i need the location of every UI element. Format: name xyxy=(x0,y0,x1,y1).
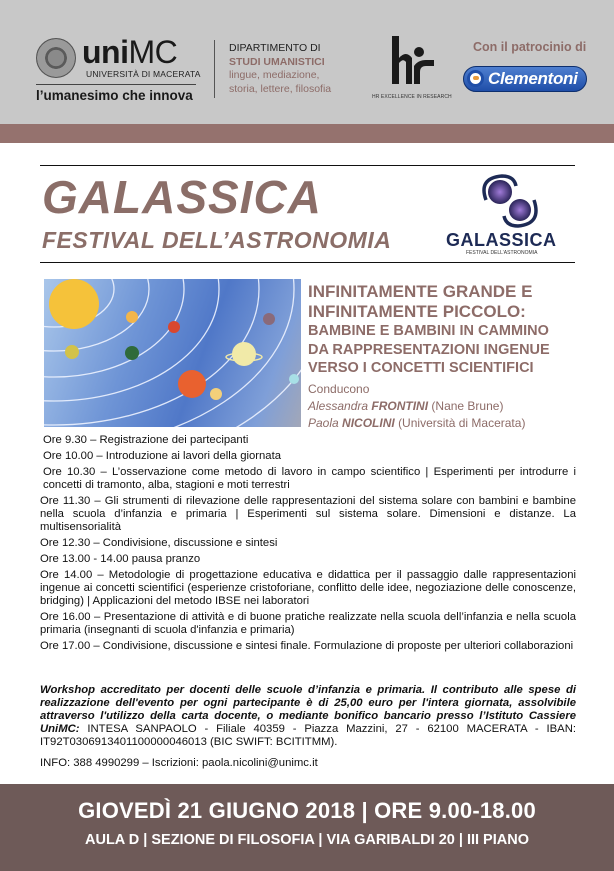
clementoni-logo xyxy=(463,66,587,92)
conducono-label: Conducono xyxy=(308,382,370,396)
vertical-divider xyxy=(214,40,215,98)
program-item: Ore 9.30 – Registrazione dei partecipanti xyxy=(43,434,249,446)
event-location: AULA D | SEZIONE DI FILOSOFIA | VIA GARIBALDI 20 | III PIANO xyxy=(85,832,529,848)
department-line-4: storia, lettere, filosofia xyxy=(229,82,332,95)
program-item: Ore 16.00 – Presentazione di attività e di buone pratiche realizzate nella scuola dell’infanzia e nella scuola primaria (insegnanti di scuola d'infanzia e primaria) xyxy=(40,611,576,636)
notice-bank-details: INTESA SANPAOLO - Filiale 40359 - Piazza Mazzini, 27 - 62100 MACERATA - IBAN: IT92T0306913401100000046013 (BIC SWIFT: BCITITMM). xyxy=(40,723,576,748)
notice-italic: Workshop accreditato per docenti delle scuole d’infanzia e primaria. Il contributo alle spese di realizzazione dell'evento per ogni partecipante è di 25,00 euro per l'intera giornata, assolvibile attraverso l'utilizzo della carta docente, o mediante bonifico bancario presso l’Istituto Cassiere UniMC: xyxy=(40,684,576,735)
program-item: Ore 10.00 – Introduzione ai lavori della giornata xyxy=(43,450,282,462)
galassica-logo-text: GALASSICA xyxy=(446,230,557,250)
event-title: GALASSICA xyxy=(42,171,322,223)
program-list xyxy=(40,434,576,656)
program-item: Ore 14.00 – Metodologie di progettazione educativa e didattica per il passaggio dalle rappresentazioni ingenue ai concetti scientifici (esperienze cristoforiane, conflitto delle idee, negoziazione delle conoscenze, bridging) | Applicazioni del metodo IBSE nei laboratori xyxy=(40,569,576,607)
department-line-3: lingue, mediazione, xyxy=(229,69,320,81)
patronage-label: Con il patrocinio di xyxy=(473,40,587,54)
department-block xyxy=(229,42,331,96)
unimc-wordmark: uniMC xyxy=(82,34,178,70)
workshop-title-line-2: INFINITAMENTE PICCOLO: xyxy=(308,302,526,321)
program-item: Ore 10.30 – L’osservazione come metodo di lavoro in campo scientifico | Esperimenti per introdurre i concetti di tramonto, alba, stagioni e moti terrestri xyxy=(43,466,576,491)
university-name: UNIVERSITÀ DI MACERATA xyxy=(86,69,201,79)
accreditation-notice xyxy=(40,684,576,749)
hr-excellence-icon xyxy=(388,36,438,86)
workshop-subtitle-line-2: DA RAPPRESENTAZIONI INGENUE xyxy=(308,341,550,358)
contact-info: INFO: 388 4990299 – Iscrizioni: paola.nicolini@unimc.it xyxy=(40,757,318,769)
clementoni-emblem-icon xyxy=(467,70,484,87)
hr-caption: HR EXCELLENCE IN RESEARCH xyxy=(372,94,452,100)
event-date-time: GIOVEDÌ 21 GIUGNO 2018 | ORE 9.00-18.00 xyxy=(78,798,536,823)
leaders-block xyxy=(308,381,525,432)
footer-bar xyxy=(0,784,614,871)
workshop-subtitle-line-3: VERSO I CONCETTI SCIENTIFICI xyxy=(308,360,534,376)
bottom-rule xyxy=(40,262,575,263)
university-seal-icon xyxy=(36,38,76,78)
solar-system-illustration xyxy=(44,279,301,427)
solar-system-photo xyxy=(44,279,301,427)
program-item: Ore 11.30 – Gli strumenti di rilevazione delle rappresentazioni del sistema solare con bambini e bambine nella scuola d’infanzia e primaria | Esperimenti sul sistema solare. Dimensioni e distanze. La multisensorialità xyxy=(40,495,576,533)
leader-1: Alessandra FRONTINI (Nane Brune) xyxy=(308,399,504,413)
workshop-title-line-1: INFINITAMENTE GRANDE E xyxy=(308,282,533,301)
header-bar xyxy=(0,0,614,124)
university-tagline: l’umanesimo che innova xyxy=(36,88,193,103)
department-line-1: DIPARTIMENTO DI xyxy=(229,42,321,54)
leader-2: Paola NICOLINI (Università di Macerata) xyxy=(308,416,526,430)
event-subtitle: FESTIVAL DELL’ASTRONOMIA xyxy=(42,227,392,253)
program-item: Ore 12.30 – Condivisione, discussione e sintesi xyxy=(40,537,278,549)
divider xyxy=(36,84,196,85)
accent-band xyxy=(0,124,614,143)
program-item: Ore 13.00 - 14.00 pausa pranzo xyxy=(40,553,201,565)
program-item: Ore 17.00 – Condivisione, discussione e sintesi finale. Formulazione di proposte per ulteriori collaborazioni xyxy=(40,640,574,652)
top-rule xyxy=(40,165,575,166)
sponsor-name: Clementoni xyxy=(488,69,578,88)
galassica-logo-caption: FESTIVAL DELL’ASTRONOMIA xyxy=(466,250,538,256)
workshop-subtitle-line-1: BAMBINE E BAMBINI IN CAMMINO xyxy=(308,323,549,339)
workshop-heading xyxy=(308,282,598,378)
galaxy-icon xyxy=(470,170,550,230)
department-line-2: STUDI UMANISTICI xyxy=(229,55,325,68)
